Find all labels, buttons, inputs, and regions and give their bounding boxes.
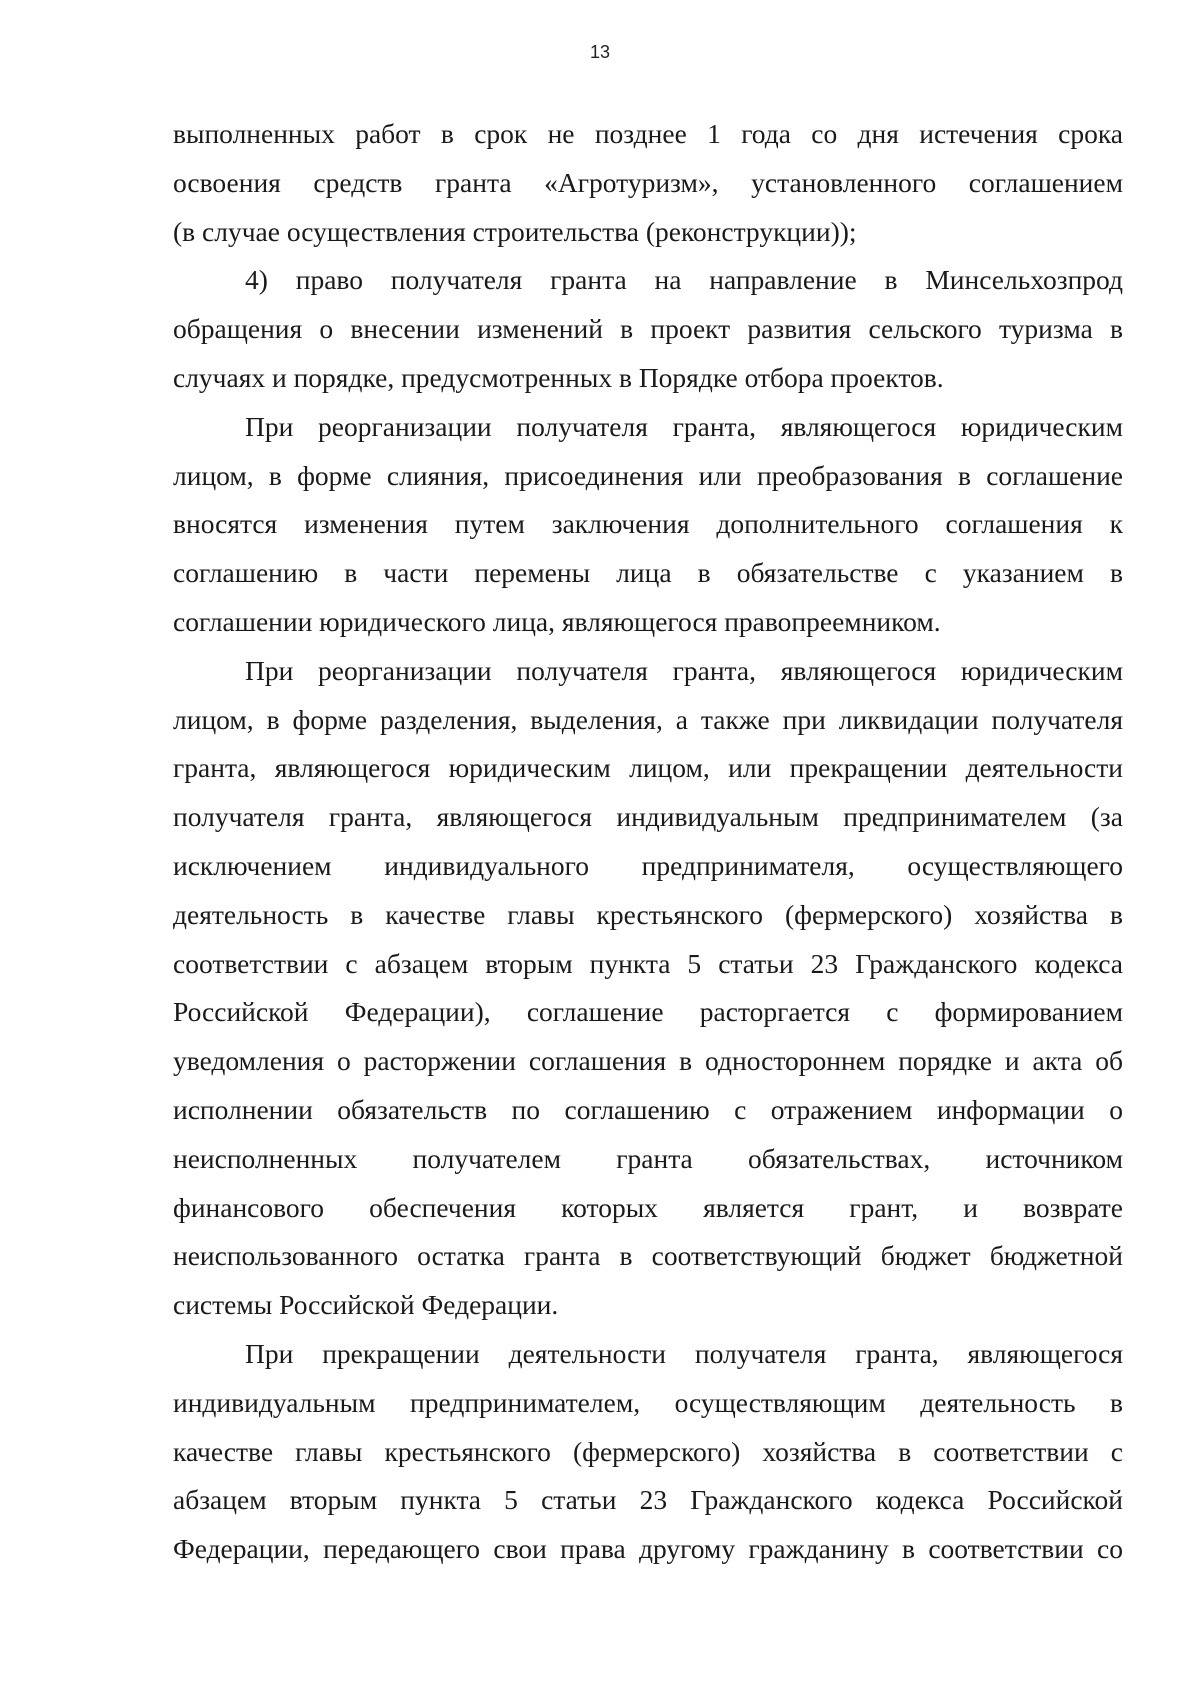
text-line: абзацем вторым пункта 5 статьи 23 Гражданского кодекса Российской bbox=[173, 1484, 1123, 1516]
text-line: лицом, в форме разделения, выделения, а также при ликвидации получателя bbox=[173, 703, 1123, 735]
page-number: 13 bbox=[589, 42, 611, 62]
text-line: финансового обеспечения которых является грант, и возврате bbox=[173, 1191, 1123, 1223]
text-line: При прекращении деятельности получателя гранта, являющегося bbox=[245, 1337, 1123, 1369]
paragraph bbox=[173, 1330, 1123, 1574]
text-line: (в случае осуществления строительства (реконструкции)); bbox=[173, 215, 857, 247]
text-line: освоения средств гранта «Агротуризм», установленного соглашением bbox=[173, 166, 1123, 198]
text-line: обращения о внесении изменений в проект развития сельского туризма в bbox=[173, 313, 1123, 345]
text-line: вносятся изменения путем заключения дополнительного соглашения к bbox=[173, 508, 1123, 540]
text-line: качестве главы крестьянского (фермерского) хозяйства в соответствии с bbox=[173, 1435, 1123, 1467]
text-line: 4) право получателя гранта на направление в Минсельхозпрод bbox=[245, 264, 1123, 296]
text-line: неисполненных получателем гранта обязательствах, источником bbox=[173, 1142, 1123, 1174]
text-line: уведомления о расторжении соглашения в одностороннем порядке и акта об bbox=[173, 1045, 1123, 1077]
text-line: гранта, являющегося юридическим лицом, или прекращении деятельности bbox=[173, 752, 1123, 784]
text-line: выполненных работ в срок не позднее 1 года со дня истечения срока bbox=[173, 118, 1123, 149]
paragraph bbox=[173, 403, 1123, 647]
text-line: Федерации, передающего свои права другому гражданину в соответствии со bbox=[173, 1533, 1123, 1565]
text-line: соглашению в части перемены лица в обязательстве с указанием в bbox=[173, 557, 1123, 589]
paragraph bbox=[173, 110, 1123, 256]
paragraph bbox=[173, 256, 1123, 402]
text-line: деятельность в качестве главы крестьянского (фермерского) хозяйства в bbox=[173, 898, 1123, 930]
text-line: соответствии с абзацем вторым пункта 5 статьи 23 Гражданского кодекса bbox=[173, 947, 1123, 979]
text-line: индивидуальным предпринимателем, осуществляющим деятельность в bbox=[173, 1386, 1123, 1418]
text-line: исключением индивидуального предпринимателя, осуществляющего bbox=[173, 849, 1123, 881]
paragraph bbox=[173, 647, 1123, 1330]
text-line: При реорганизации получателя гранта, являющегося юридическим bbox=[245, 410, 1123, 442]
text-line: Российской Федерации), соглашение расторгается с формированием bbox=[173, 996, 1123, 1028]
text-line: соглашении юридического лица, являющегося правопреемником. bbox=[173, 605, 941, 637]
text-line: неиспользованного остатка гранта в соответствующий бюджет бюджетной bbox=[173, 1240, 1123, 1272]
document-body bbox=[173, 110, 1123, 1574]
text-line: системы Российской Федерации. bbox=[173, 1289, 559, 1321]
text-line: получателя гранта, являющегося индивидуальным предпринимателем (за bbox=[173, 801, 1123, 833]
text-line: лицом, в форме слияния, присоединения или преобразования в соглашение bbox=[173, 459, 1123, 491]
text-line: исполнении обязательств по соглашению с отражением информации о bbox=[173, 1093, 1123, 1125]
text-line: случаях и порядке, предусмотренных в Порядке отбора проектов. bbox=[173, 361, 944, 393]
text-line: При реорганизации получателя гранта, являющегося юридическим bbox=[245, 654, 1123, 686]
